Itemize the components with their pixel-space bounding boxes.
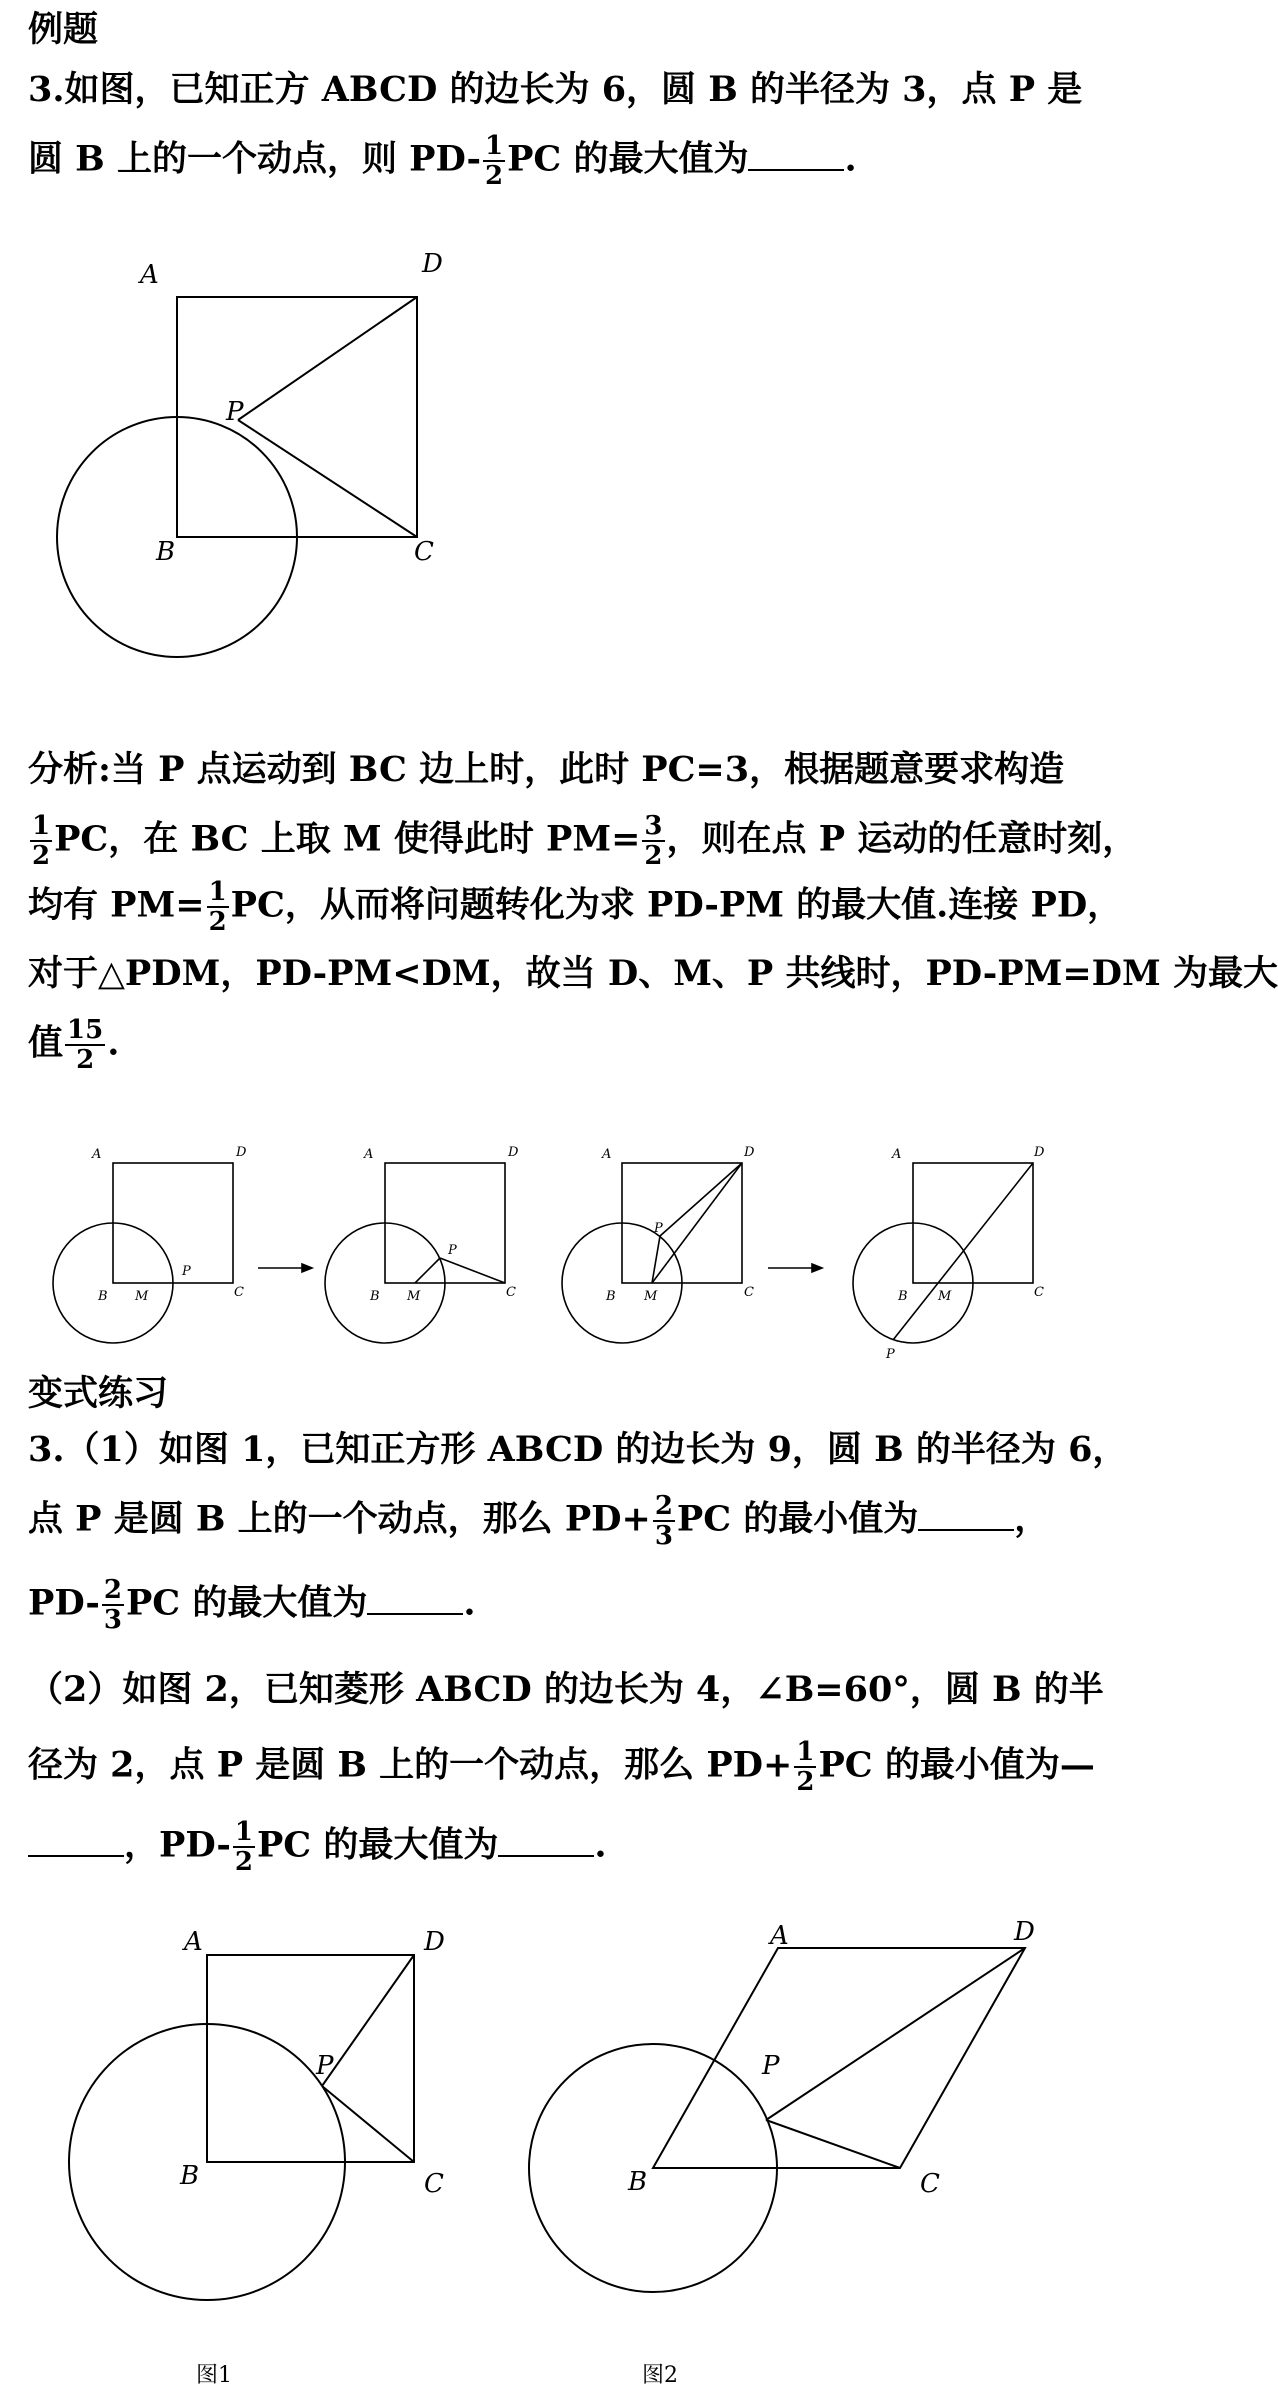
label-b: B (98, 1289, 108, 1304)
text: PC 的最小值为— (818, 1744, 1095, 1786)
label-p: P (654, 1221, 663, 1236)
label-d: D (508, 1145, 519, 1160)
label-c: C (744, 1285, 754, 1300)
text: . (844, 138, 857, 180)
segment-pd (766, 1948, 1025, 2120)
label-p: P (226, 397, 244, 427)
label-b: B (370, 1289, 380, 1304)
figure-1-caption: 图1 (196, 2363, 232, 2388)
variant-heading: 变式练习 (28, 1373, 169, 1414)
label-c: C (506, 1285, 516, 1300)
label-a: A (92, 1147, 102, 1162)
segment-pd (322, 1955, 414, 2086)
text: 值 (28, 1022, 64, 1064)
frac-num: 1 (796, 1737, 815, 1767)
label-a: A (602, 1147, 612, 1162)
frac-den: 3 (103, 1605, 122, 1635)
label-d: D (422, 249, 443, 279)
text: PC，从而将问题转化为求 PD-PM 的最大值.连接 PD， (230, 884, 1123, 926)
segment-pc (766, 2120, 900, 2168)
variant-p1-line-1: 3.（1）如图 1，已知正方形 ABCD 的边长为 9，圆 B 的半径为 6， (28, 1429, 1128, 1470)
label-p: P (762, 2051, 780, 2081)
label-a: A (184, 1927, 203, 1957)
label-a: A (364, 1147, 374, 1162)
text: . (107, 1022, 120, 1064)
label-c: C (1034, 1285, 1044, 1300)
text: PC 的最小值为 (676, 1498, 919, 1540)
text: PC 的最大值为 (507, 138, 749, 180)
text: PC，在 BC 上取 M 使得此时 PM= (54, 818, 641, 860)
frac-num: 1 (32, 811, 51, 841)
text: ，PD- (124, 1824, 231, 1866)
frac-den: 2 (32, 841, 51, 871)
label-b: B (628, 2167, 648, 2197)
label-d: D (236, 1145, 247, 1160)
label-m: M (135, 1289, 149, 1304)
label-b: B (156, 537, 176, 567)
frac-num: 1 (484, 131, 504, 161)
example-heading: 例题 (28, 9, 99, 50)
label-a: A (892, 1147, 902, 1162)
label-p: P (886, 1347, 895, 1362)
analysis-line-4: 对于△PDM，PD-PM<DM，故当 D、M、P 共线时，PD-PM=DM 为最大 (28, 953, 1278, 994)
label-p: P (316, 2051, 334, 2081)
frac-den: 2 (484, 161, 504, 191)
frac-num: 3 (644, 811, 663, 841)
label-m: M (407, 1289, 421, 1304)
label-p: P (182, 1264, 191, 1279)
text: 均有 PM= (28, 884, 205, 926)
frac-num: 2 (654, 1491, 673, 1521)
frac-den: 2 (234, 1847, 253, 1877)
label-m: M (644, 1289, 658, 1304)
text: . (463, 1582, 476, 1624)
text: . (594, 1824, 607, 1866)
label-d: D (424, 1927, 445, 1957)
frac-den: 3 (654, 1521, 673, 1551)
text: PC 的最大值为 (125, 1582, 368, 1624)
frac-den: 2 (644, 841, 663, 871)
analysis-line-1: 分析:当 P 点运动到 BC 边上时，此时 PC=3，根据题意要求构造 (28, 749, 1065, 790)
label-a: A (770, 1921, 789, 1951)
label-m: M (938, 1289, 952, 1304)
label-c: C (414, 537, 434, 567)
frac-den: 2 (208, 907, 227, 937)
label-b: B (180, 2161, 200, 2191)
label-d: D (1014, 1917, 1035, 1947)
label-b: B (606, 1289, 616, 1304)
text: 圆 B 上的一个动点，则 PD- (28, 138, 481, 180)
text: 径为 2，点 P 是圆 B 上的一个动点，那么 PD+ (28, 1744, 793, 1786)
example-question-line-1: 3.如图，已知正方 ABCD 的边长为 6，圆 B 的半径为 3，点 P 是 (28, 69, 1083, 110)
label-d: D (744, 1145, 755, 1160)
label-d: D (1034, 1145, 1045, 1160)
label-a: A (140, 260, 159, 290)
segment-pc (322, 2086, 414, 2162)
frac-num: 15 (67, 1015, 104, 1045)
text: ， (1014, 1498, 1050, 1540)
text: PD- (28, 1582, 100, 1624)
label-c: C (424, 2169, 444, 2199)
label-p: P (448, 1243, 457, 1258)
figure-1 (69, 1927, 445, 2388)
frac-num: 1 (208, 877, 227, 907)
text: 点 P 是圆 B 上的一个动点，那么 PD+ (28, 1498, 651, 1540)
label-c: C (234, 1285, 244, 1300)
square-abcd (207, 1955, 414, 2162)
frac-num: 2 (103, 1575, 122, 1605)
label-b: B (898, 1289, 908, 1304)
frac-den: 2 (65, 1044, 105, 1074)
label-c: C (920, 2169, 940, 2199)
text: ，则在点 P 运动的任意时刻， (666, 818, 1138, 860)
figure-2 (529, 1917, 1035, 2388)
frac-num: 1 (234, 1817, 253, 1847)
variant-p2-line-1: （2）如图 2，已知菱形 ABCD 的边长为 4，∠B=60°，圆 B 的半 (28, 1669, 1104, 1710)
text: PC 的最大值为 (256, 1824, 499, 1866)
frac-den: 2 (796, 1767, 815, 1797)
figure-2-caption: 图2 (642, 2363, 678, 2388)
